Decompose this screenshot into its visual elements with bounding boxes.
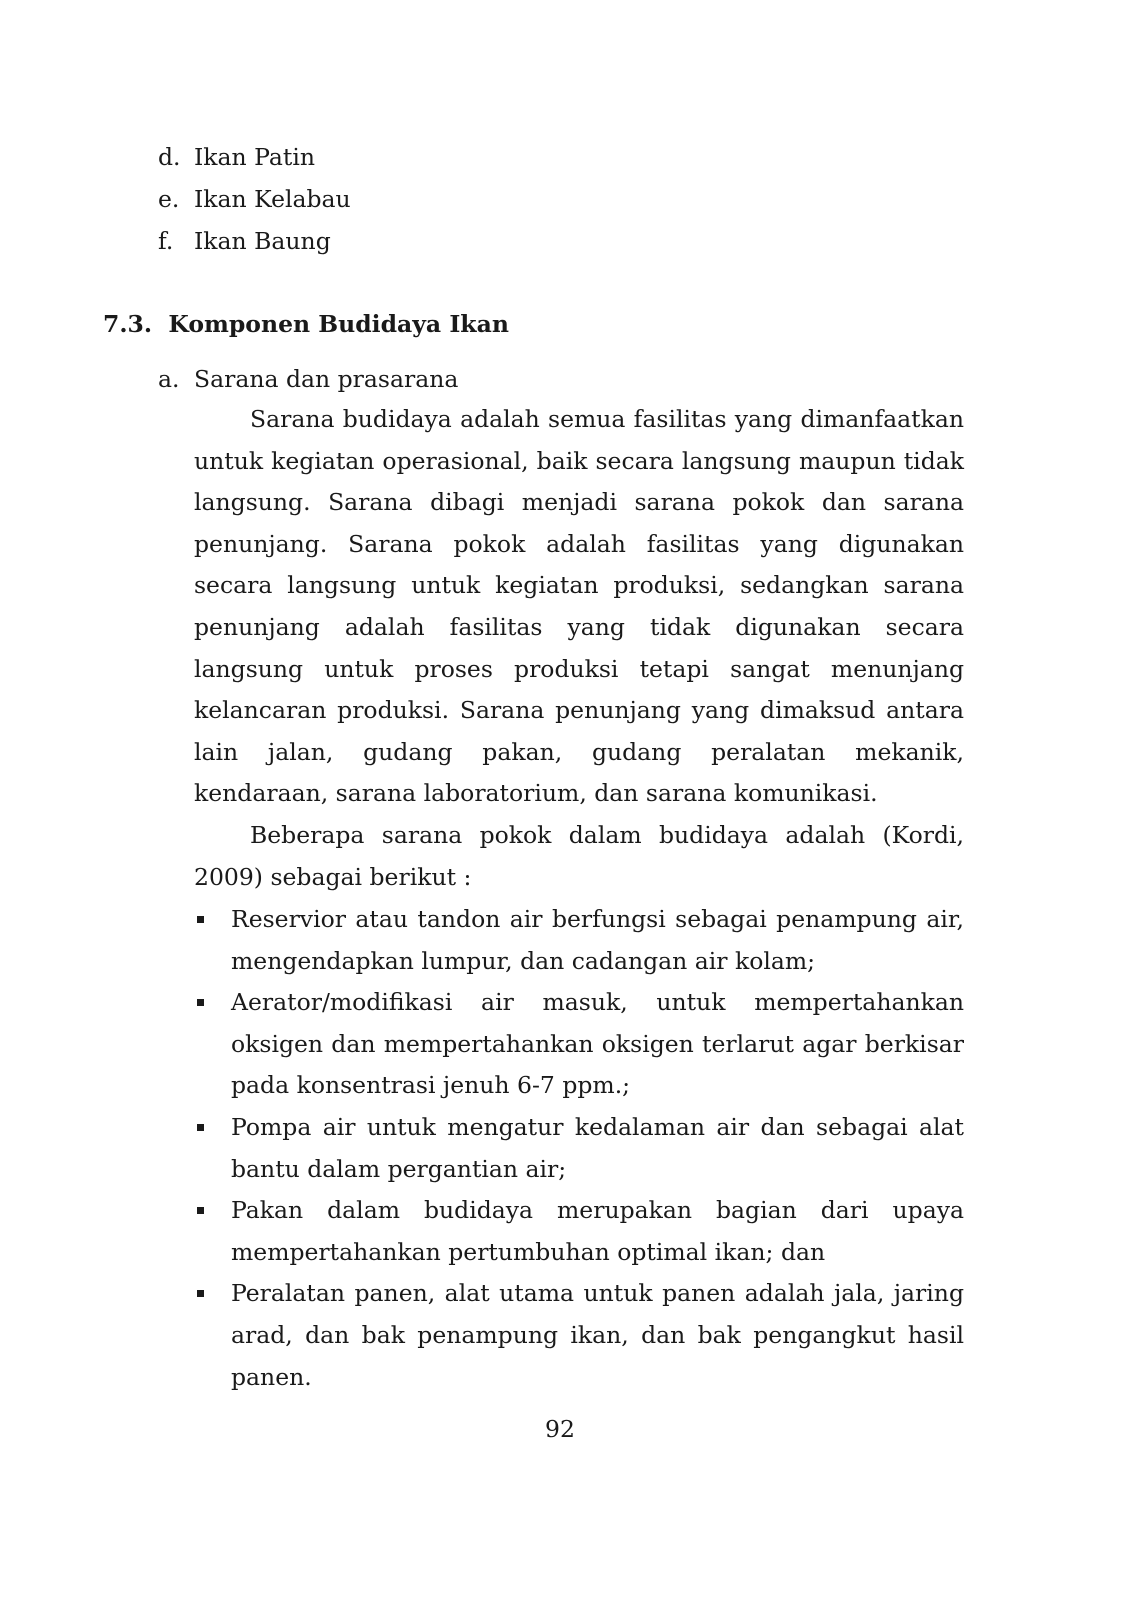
list-item-marker: e. [158, 185, 180, 213]
list-item-text: Ikan Kelabau [194, 185, 351, 213]
bullet-text: Pompa air untuk mengatur kedalaman air dan sebagai alat bantu dalam pergantian air; [231, 1112, 964, 1183]
list-item-marker: f. [158, 227, 174, 255]
list-item [158, 181, 658, 223]
bullet-list [194, 899, 964, 1398]
bullet-item [194, 1190, 964, 1273]
square-bullet-icon [194, 1190, 231, 1273]
square-bullet-icon [194, 982, 231, 1107]
list-item-marker: d. [158, 143, 181, 171]
paragraph: Sarana budidaya adalah semua fasilitas yang dimanfaatkan untuk kegiatan operasional, baik secara langsung maupun tidak langsung. Sarana dibagi menjadi sarana pokok dan sarana penunjang. Sarana pokok adalah fasilitas yang digunakan secara langsung untuk kegiatan produksi, sedangkan sarana penunjang adalah fasilitas yang tidak digunakan secara langsung untuk proses produksi tetapi sangat menunjang kelancaran produksi. Sarana penunjang yang dimaksud antara lain jalan, gudang pakan, gudang peralatan mekanik, kendaraan, sarana laboratorium, dan sarana komunikasi. [194, 405, 964, 808]
list-item-text: Ikan Baung [194, 227, 331, 255]
square-bullet-icon [194, 1107, 231, 1190]
subsection-marker: a. [158, 365, 180, 393]
bullet-item [194, 982, 964, 1107]
bullet-item [194, 1107, 964, 1190]
bullet-item [194, 899, 964, 982]
subsection-title: Sarana dan prasarana [194, 365, 459, 393]
square-bullet-icon [194, 899, 231, 982]
page-number: 92 [545, 1415, 575, 1443]
list-item [158, 139, 658, 181]
paragraph: Beberapa sarana pokok dalam budidaya adalah (Kordi, 2009) sebagai berikut : [194, 820, 964, 891]
body-text [194, 399, 964, 898]
bullet-text: Pakan dalam budidaya merupakan bagian dari upaya mempertahankan pertumbuhan optimal ikan; dan [231, 1196, 964, 1266]
lettered-list [158, 139, 658, 265]
bullet-text: Peralatan panen, alat utama untuk panen adalah jala, jaring arad, dan bak penampung ikan, dan bak pengangkut hasil panen. [231, 1279, 964, 1391]
section-heading: 7.3. Komponen Budidaya Ikan [103, 310, 509, 338]
subsection-heading [158, 361, 458, 397]
bullet-text: Aerator/modifikasi air masuk, untuk mempertahankan oksigen dan mempertahankan oksigen terlarut agar berkisar pada konsentrasi jenuh 6-7 ppm.; [231, 988, 964, 1100]
list-item-text: Ikan Patin [194, 143, 315, 171]
bullet-text: Reservior atau tandon air berfungsi sebagai penampung air, mengendapkan lumpur, dan cadangan air kolam; [231, 905, 964, 975]
square-bullet-icon [194, 1273, 231, 1398]
list-item [158, 223, 658, 265]
bullet-item [194, 1273, 964, 1398]
